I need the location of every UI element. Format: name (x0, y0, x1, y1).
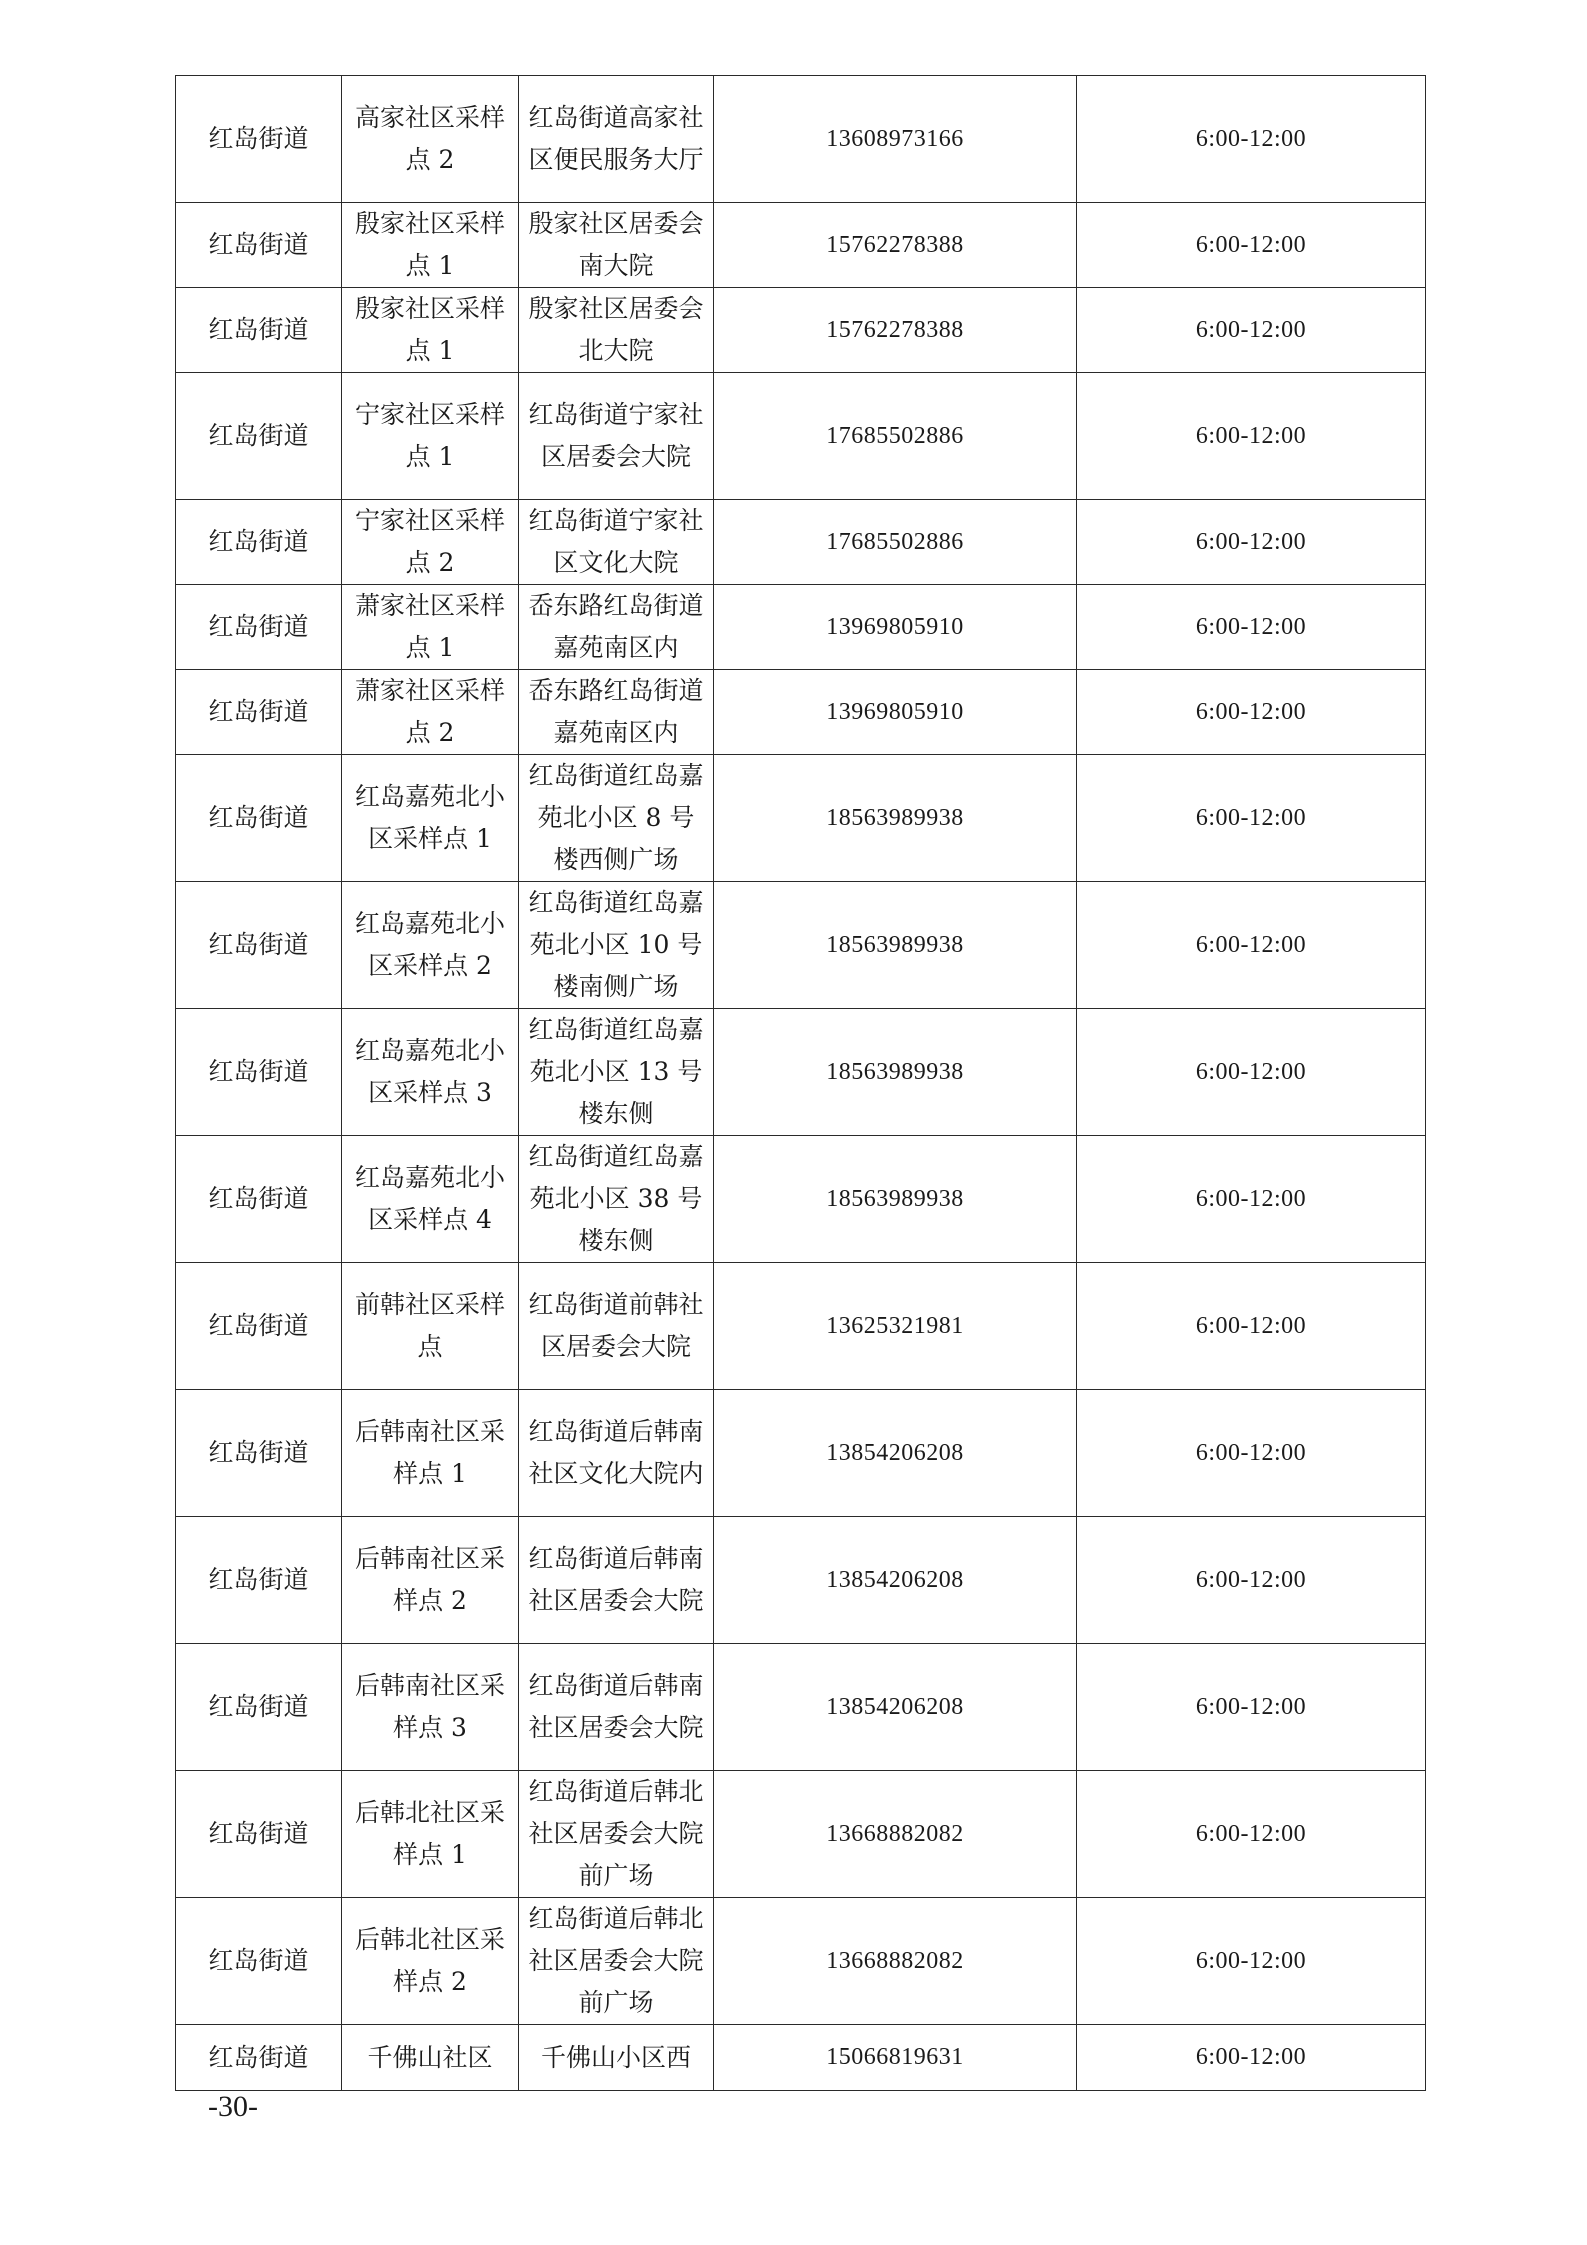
street-cell: 红岛街道 (176, 755, 342, 882)
address-cell: 红岛街道红岛嘉苑北小区 13 号楼东侧 (519, 1009, 714, 1136)
hours-cell: 6:00-12:00 (1077, 373, 1426, 500)
phone-cell: 18563989938 (714, 755, 1077, 882)
address-cell: 红岛街道后韩北社区居委会大院前广场 (519, 1898, 714, 2025)
sampling-site-cell: 红岛嘉苑北小区采样点 3 (342, 1009, 519, 1136)
street-cell: 红岛街道 (176, 500, 342, 585)
address-cell: 红岛街道红岛嘉苑北小区 38 号楼东侧 (519, 1136, 714, 1263)
address-cell: 红岛街道后韩南社区居委会大院 (519, 1644, 714, 1771)
hours-cell: 6:00-12:00 (1077, 76, 1426, 203)
table-row (176, 1136, 1426, 1263)
street-cell: 红岛街道 (176, 76, 342, 203)
sampling-site-cell: 千佛山社区 (342, 2025, 519, 2091)
table-row (176, 1009, 1426, 1136)
table-row (176, 1771, 1426, 1898)
phone-cell: 13854206208 (714, 1517, 1077, 1644)
hours-cell: 6:00-12:00 (1077, 1136, 1426, 1263)
hours-cell: 6:00-12:00 (1077, 1263, 1426, 1390)
sampling-site-cell: 萧家社区采样点 1 (342, 585, 519, 670)
table-row (176, 1644, 1426, 1771)
street-cell: 红岛街道 (176, 203, 342, 288)
address-cell: 红岛街道红岛嘉苑北小区 8 号楼西侧广场 (519, 755, 714, 882)
street-cell: 红岛街道 (176, 1644, 342, 1771)
hours-cell: 6:00-12:00 (1077, 288, 1426, 373)
address-cell: 红岛街道后韩南社区居委会大院 (519, 1517, 714, 1644)
street-cell: 红岛街道 (176, 1517, 342, 1644)
phone-cell: 18563989938 (714, 1136, 1077, 1263)
address-cell: 殷家社区居委会南大院 (519, 203, 714, 288)
table-row (176, 882, 1426, 1009)
table-row (176, 203, 1426, 288)
address-cell: 红岛街道高家社区便民服务大厅 (519, 76, 714, 203)
table-row (176, 1517, 1426, 1644)
phone-cell: 13625321981 (714, 1263, 1077, 1390)
table-row (176, 755, 1426, 882)
sampling-site-cell: 后韩北社区采样点 1 (342, 1771, 519, 1898)
phone-cell: 18563989938 (714, 882, 1077, 1009)
phone-cell: 15762278388 (714, 288, 1077, 373)
table-row (176, 1390, 1426, 1517)
sampling-site-cell: 殷家社区采样点 1 (342, 288, 519, 373)
hours-cell: 6:00-12:00 (1077, 2025, 1426, 2091)
phone-cell: 13608973166 (714, 76, 1077, 203)
sampling-sites-table (175, 75, 1426, 2091)
street-cell: 红岛街道 (176, 2025, 342, 2091)
sampling-site-cell: 萧家社区采样点 2 (342, 670, 519, 755)
hours-cell: 6:00-12:00 (1077, 1898, 1426, 2025)
table-row (176, 288, 1426, 373)
table-row (176, 76, 1426, 203)
sampling-site-cell: 后韩南社区采样点 1 (342, 1390, 519, 1517)
phone-cell: 13854206208 (714, 1390, 1077, 1517)
hours-cell: 6:00-12:00 (1077, 1009, 1426, 1136)
phone-cell: 18563989938 (714, 1009, 1077, 1136)
phone-cell: 13969805910 (714, 585, 1077, 670)
address-cell: 红岛街道前韩社区居委会大院 (519, 1263, 714, 1390)
sampling-site-cell: 后韩北社区采样点 2 (342, 1898, 519, 2025)
phone-cell: 17685502886 (714, 373, 1077, 500)
table-row (176, 500, 1426, 585)
sampling-site-cell: 红岛嘉苑北小区采样点 4 (342, 1136, 519, 1263)
street-cell: 红岛街道 (176, 1263, 342, 1390)
sampling-site-cell: 宁家社区采样点 2 (342, 500, 519, 585)
hours-cell: 6:00-12:00 (1077, 585, 1426, 670)
phone-cell: 15762278388 (714, 203, 1077, 288)
address-cell: 千佛山小区西 (519, 2025, 714, 2091)
table-row (176, 585, 1426, 670)
street-cell: 红岛街道 (176, 1898, 342, 2025)
sampling-sites-table-body (176, 76, 1426, 2091)
sampling-site-cell: 宁家社区采样点 1 (342, 373, 519, 500)
address-cell: 红岛街道红岛嘉苑北小区 10 号楼南侧广场 (519, 882, 714, 1009)
address-cell: 红岛街道后韩南社区文化大院内 (519, 1390, 714, 1517)
phone-cell: 13668882082 (714, 1771, 1077, 1898)
address-cell: 红岛街道宁家社区文化大院 (519, 500, 714, 585)
street-cell: 红岛街道 (176, 882, 342, 1009)
sampling-site-cell: 后韩南社区采样点 2 (342, 1517, 519, 1644)
hours-cell: 6:00-12:00 (1077, 1390, 1426, 1517)
table-row (176, 1898, 1426, 2025)
hours-cell: 6:00-12:00 (1077, 1644, 1426, 1771)
sampling-site-cell: 红岛嘉苑北小区采样点 1 (342, 755, 519, 882)
street-cell: 红岛街道 (176, 288, 342, 373)
table-row (176, 373, 1426, 500)
phone-cell: 13969805910 (714, 670, 1077, 755)
street-cell: 红岛街道 (176, 373, 342, 500)
hours-cell: 6:00-12:00 (1077, 882, 1426, 1009)
street-cell: 红岛街道 (176, 1009, 342, 1136)
address-cell: 岙东路红岛街道嘉苑南区内 (519, 670, 714, 755)
hours-cell: 6:00-12:00 (1077, 203, 1426, 288)
phone-cell: 13854206208 (714, 1644, 1077, 1771)
hours-cell: 6:00-12:00 (1077, 1517, 1426, 1644)
sampling-site-cell: 红岛嘉苑北小区采样点 2 (342, 882, 519, 1009)
table-row (176, 2025, 1426, 2091)
address-cell: 殷家社区居委会北大院 (519, 288, 714, 373)
street-cell: 红岛街道 (176, 1390, 342, 1517)
table-row (176, 1263, 1426, 1390)
phone-cell: 15066819631 (714, 2025, 1077, 2091)
hours-cell: 6:00-12:00 (1077, 1771, 1426, 1898)
page-number: -30- (208, 2090, 258, 2123)
street-cell: 红岛街道 (176, 670, 342, 755)
street-cell: 红岛街道 (176, 585, 342, 670)
sampling-site-cell: 高家社区采样点 2 (342, 76, 519, 203)
address-cell: 岙东路红岛街道嘉苑南区内 (519, 585, 714, 670)
hours-cell: 6:00-12:00 (1077, 670, 1426, 755)
phone-cell: 17685502886 (714, 500, 1077, 585)
street-cell: 红岛街道 (176, 1136, 342, 1263)
hours-cell: 6:00-12:00 (1077, 500, 1426, 585)
sampling-site-cell: 殷家社区采样点 1 (342, 203, 519, 288)
table-row (176, 670, 1426, 755)
sampling-site-cell: 后韩南社区采样点 3 (342, 1644, 519, 1771)
hours-cell: 6:00-12:00 (1077, 755, 1426, 882)
phone-cell: 13668882082 (714, 1898, 1077, 2025)
street-cell: 红岛街道 (176, 1771, 342, 1898)
sampling-site-cell: 前韩社区采样点 (342, 1263, 519, 1390)
address-cell: 红岛街道宁家社区居委会大院 (519, 373, 714, 500)
address-cell: 红岛街道后韩北社区居委会大院前广场 (519, 1771, 714, 1898)
